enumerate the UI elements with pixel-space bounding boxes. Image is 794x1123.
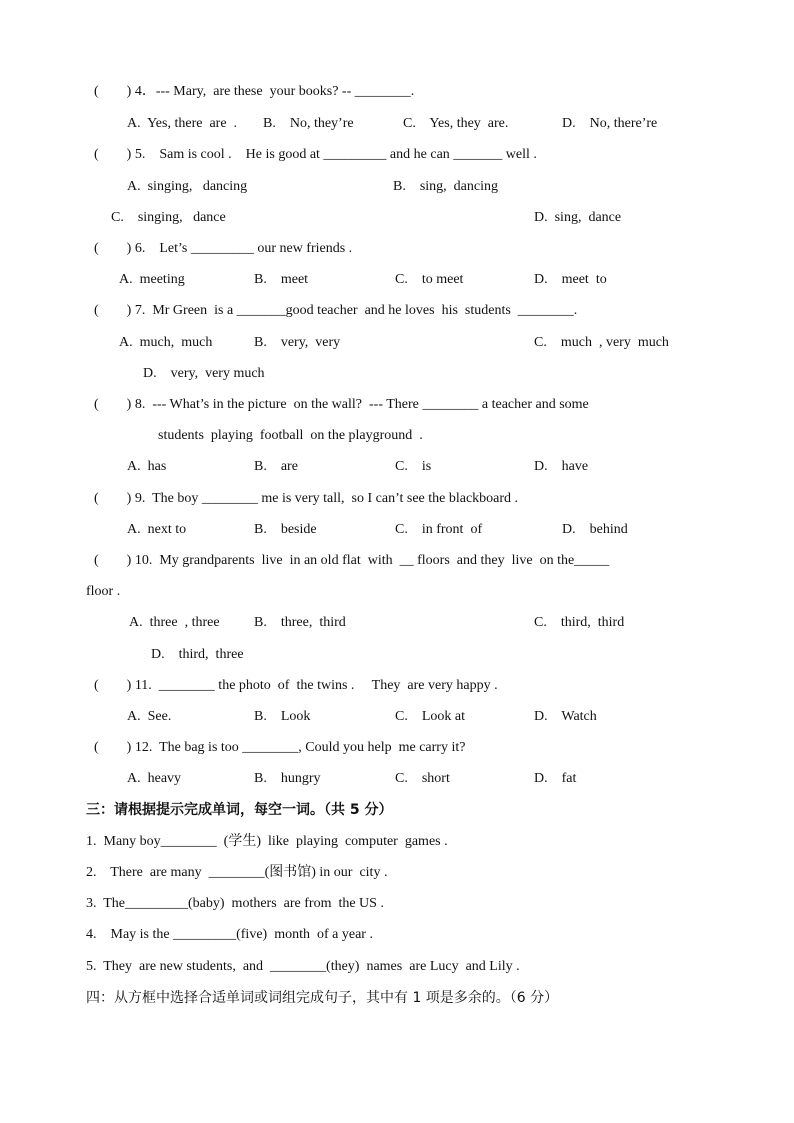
question-5-stem: ( ) 5. Sam is cool . He is good at _________ and he can _______ well . [94,147,537,162]
q9-option-b: B. beside [254,522,317,537]
section-3-item-5: 5. They are new students, and ________(they) names are Lucy and Lily . [86,959,520,974]
q5-option-b: B. sing, dancing [393,179,498,194]
section-3-item-2: 2. There are many ________(图书馆) in our city . [86,865,388,880]
section-3-item-4: 4. May is the _________(five) month of a year . [86,927,373,942]
question-10-stem-continued: floor . [86,584,121,599]
question-4-stem: ( ) 4．--- Mary, are these your books? -- ________. [94,84,415,99]
q12-option-c: C. short [395,771,450,786]
q9-option-c: C. in front of [395,522,483,537]
q6-option-a: A. meeting [119,272,185,287]
q5-option-a: A. singing, dancing [127,179,248,194]
q5-option-c: C. singing, dance [111,210,226,225]
question-12-stem: ( ) 12. The bag is too ________, Could you help me carry it? [94,740,466,755]
section-3-item-1: 1. Many boy________ (学生) like playing computer games . [86,834,448,849]
q8-option-d: D. have [534,459,589,474]
q12-option-d: D. fat [534,771,577,786]
q4-option-a: A. Yes, there are . [127,116,238,131]
q10-option-b: B. three, third [254,615,346,630]
question-10-stem: ( ) 10. My grandparents live in an old flat with __ floors and they live on the_____ [94,553,610,568]
q9-option-a: A. next to [127,522,187,537]
q7-option-b: B. very, very [254,335,341,350]
question-9-stem: ( ) 9. The boy ________ me is very tall, so I can’t see the blackboard . [94,491,519,506]
question-11-stem: ( ) 11. ________ the photo of the twins . They are very happy . [94,678,498,693]
q6-option-b: B. meet [254,272,309,287]
q11-option-c: C. Look at [395,709,465,724]
q8-option-b: B. are [254,459,298,474]
question-8-stem: ( ) 8. --- What’s in the picture on the wall? --- There ________ a teacher and some [94,397,589,412]
question-7-stem: ( ) 7. Mr Green is a _______good teacher and he loves his students ________. [94,303,578,318]
q11-option-d: D. Watch [534,709,597,724]
q6-option-c: C. to meet [395,272,464,287]
section-3-item-3: 3. The_________(baby) mothers are from the US . [86,896,384,911]
q7-option-d: D. very, very much [143,366,265,381]
q12-option-b: B. hungry [254,771,321,786]
q12-option-a: A. heavy [127,771,182,786]
q10-option-d: D. third, three [151,647,244,662]
q8-option-a: A. has [127,459,167,474]
q6-option-d: D. meet to [534,272,607,287]
q4-option-c: C. Yes, they are. [403,116,509,131]
section-4-title: 四：从方框中选择合适单词或词组完成句子，其中有 1 项是多余的。（6 分） [86,990,559,1006]
q7-option-c: C. much , very much [534,335,669,350]
question-6-stem: ( ) 6. Let’s _________ our new friends . [94,241,353,256]
q4-option-d: D. No, there’re [562,116,658,131]
section-3-title: 三：请根据提示完成单词，每空一词。（共 5 分） [86,802,393,818]
q4-option-b: B. No, they’re [263,116,354,131]
q9-option-d: D. behind [562,522,628,537]
q10-option-c: C. third, third [534,615,625,630]
q5-option-d: D. sing, dance [534,210,622,225]
q7-option-a: A. much, much [119,335,213,350]
q8-option-c: C. is [395,459,432,474]
q10-option-a: A. three , three [129,615,220,630]
q11-option-a: A. See. [127,709,172,724]
q11-option-b: B. Look [254,709,311,724]
question-8-stem-continued: students playing football on the playground . [158,428,423,443]
